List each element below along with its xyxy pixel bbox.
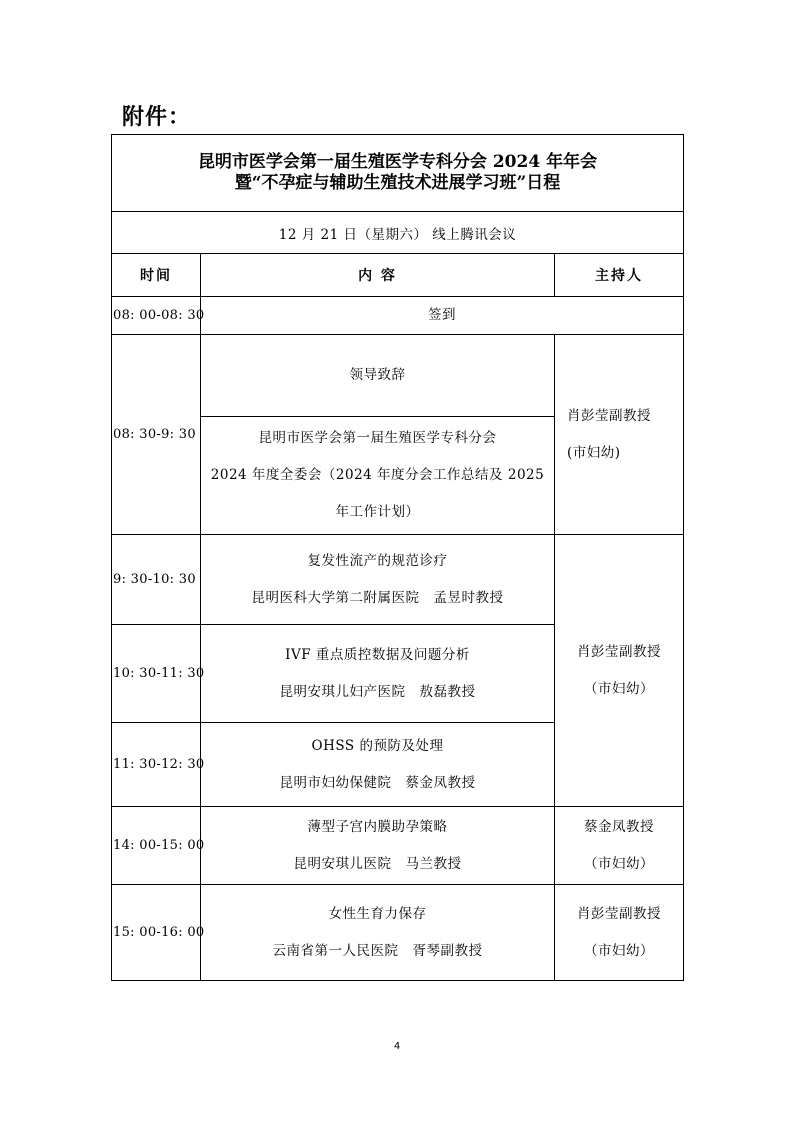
speaker: 昆明安琪儿妇产医院 敖磊教授 bbox=[279, 683, 476, 700]
time-cell: 08: 30-9: 30 bbox=[112, 335, 201, 535]
speaker: 昆明医科大学第二附属医院 孟昱时教授 bbox=[251, 589, 504, 606]
host-cell bbox=[555, 335, 684, 535]
host-org: (市妇幼) bbox=[567, 444, 621, 461]
title-line-2: 暨“不孕症与辅助生殖技术进展学习班”日程 bbox=[234, 173, 561, 193]
host-org: （市妇幼） bbox=[584, 942, 655, 959]
header-time: 时间 bbox=[112, 254, 201, 297]
content-cell bbox=[201, 723, 555, 807]
content-line: 昆明市医学会第一届生殖医学专科分会 bbox=[258, 430, 497, 446]
speaker: 昆明市妇幼保健院 蔡金凤教授 bbox=[279, 774, 476, 791]
host-org: （市妇幼） bbox=[584, 680, 655, 697]
title-line-1: 昆明市医学会第一届生殖医学专科分会 2024 年年会 bbox=[197, 152, 598, 172]
host-name: 蔡金凤教授 bbox=[584, 818, 655, 835]
content-cell: 签到 bbox=[201, 297, 684, 335]
table-row bbox=[112, 535, 684, 625]
content-cell bbox=[201, 625, 555, 723]
day-line: 12 月 21 日（星期六） 线上腾讯会议 bbox=[112, 212, 684, 254]
talk-title: IVF 重点质控数据及问题分析 bbox=[285, 646, 470, 663]
time-cell: 14: 00-15: 00 bbox=[112, 807, 201, 885]
content-cell bbox=[201, 807, 555, 885]
header-host: 主持人 bbox=[555, 254, 684, 297]
host-cell bbox=[555, 885, 684, 981]
talk-title: OHSS 的预防及处理 bbox=[311, 737, 444, 754]
table-row bbox=[112, 807, 684, 885]
content-cell bbox=[201, 417, 555, 535]
host-name: 肖彭莹副教授 bbox=[567, 407, 651, 424]
time-cell: 15: 00-16: 00 bbox=[112, 885, 201, 981]
table-row bbox=[112, 297, 684, 335]
talk-title: 复发性流产的规范诊疗 bbox=[307, 552, 448, 569]
content-cell bbox=[201, 535, 555, 625]
table-row bbox=[112, 335, 684, 417]
time-cell: 10: 30-11: 30 bbox=[112, 625, 201, 723]
host-name: 肖彭莹副教授 bbox=[577, 643, 662, 660]
content-cell: 领导致辞 bbox=[201, 335, 555, 417]
agenda-title bbox=[112, 135, 684, 212]
time-cell: 9: 30-10: 30 bbox=[112, 535, 201, 625]
content-line: 2024 年度全委会（2024 年度分会工作总结及 2025 bbox=[210, 467, 545, 483]
page-number: 4 bbox=[393, 1041, 401, 1052]
speaker: 云南省第一人民医院 胥琴副教授 bbox=[272, 942, 483, 959]
talk-title: 薄型子宫内膜助孕策略 bbox=[307, 818, 448, 835]
host-org: （市妇幼） bbox=[584, 855, 655, 872]
header-content: 内 容 bbox=[201, 254, 555, 297]
time-cell: 08: 00-08: 30 bbox=[112, 297, 201, 335]
content-cell bbox=[201, 885, 555, 981]
table-row bbox=[112, 885, 684, 981]
attachment-label: 附件： bbox=[122, 105, 192, 130]
agenda-table bbox=[111, 134, 684, 981]
content-line: 年工作计划） bbox=[335, 504, 420, 520]
host-cell bbox=[555, 807, 684, 885]
time-cell: 11: 30-12: 30 bbox=[112, 723, 201, 807]
host-cell bbox=[555, 535, 684, 807]
talk-title: 女性生育力保存 bbox=[328, 905, 427, 922]
speaker: 昆明安琪儿医院 马兰教授 bbox=[293, 855, 462, 872]
host-name: 肖彭莹副教授 bbox=[577, 905, 662, 922]
